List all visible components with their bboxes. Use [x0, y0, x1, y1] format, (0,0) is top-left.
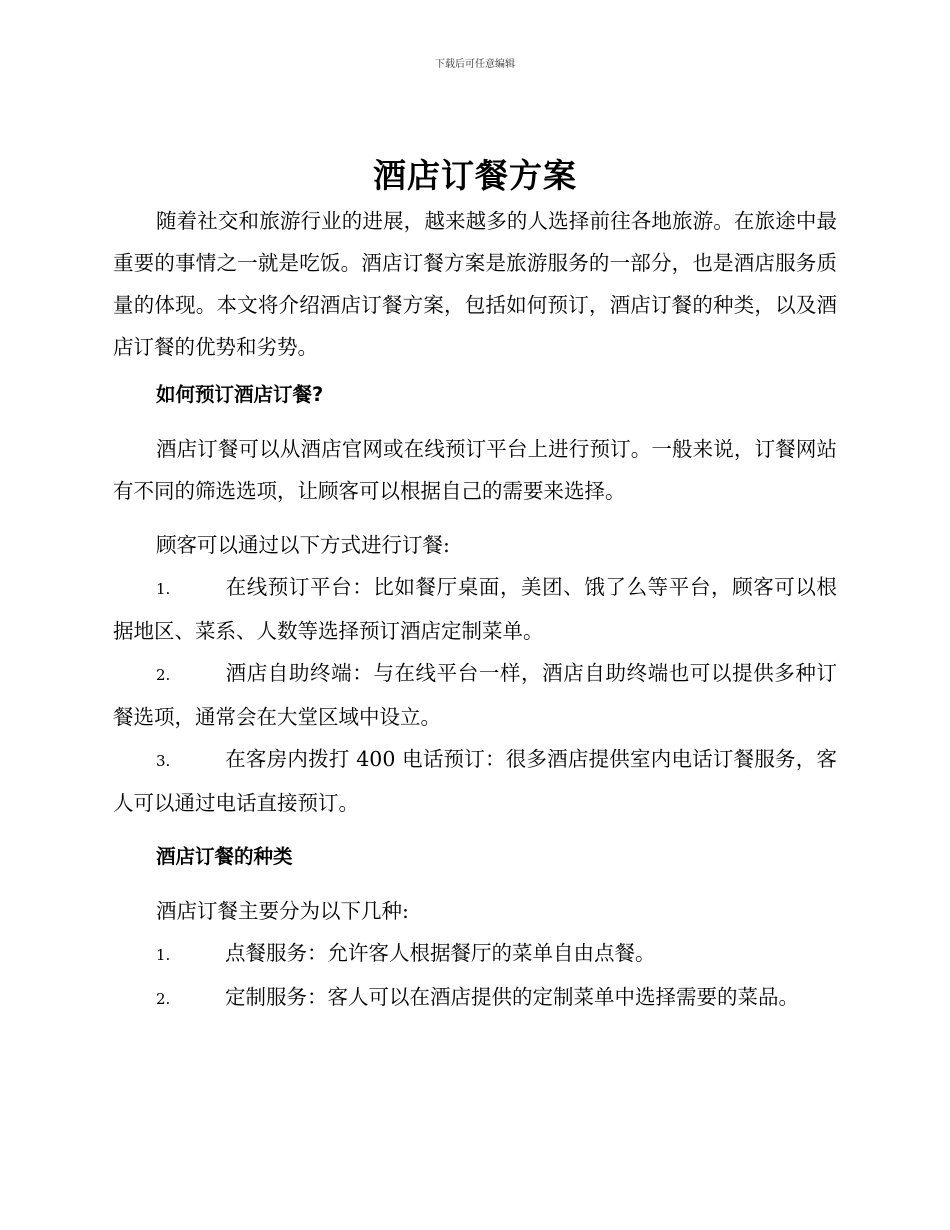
list-item-text: 在线预订平台：比如餐厅桌面，美团、饿了么等平台，顾客可以根据地区、菜系、人数等选择预订酒店定制菜单。: [113, 575, 837, 643]
types-intro-paragraph: 酒店订餐主要分为以下几种:: [156, 899, 409, 923]
header-note: 下载后可任意编辑: [435, 59, 515, 70]
document-title: 酒店订餐方案: [373, 156, 577, 195]
list-item-text: 酒店自助终端：与在线平台一样，酒店自助终端也可以提供多种订餐选项，通常会在大堂区域中设立。: [113, 661, 837, 729]
list-item: [113, 566, 837, 652]
list-item: [113, 652, 837, 738]
list-item-text: 点餐服务：允许客人根据餐厅的菜单自由点餐。: [225, 941, 656, 965]
booking-paragraph: 酒店订餐可以从酒店官网或在线预订平台上进行预订。一般来说，订餐网站有不同的筛选选项，让顾客可以根据自己的需要来选择。: [113, 437, 837, 503]
list-number: 2.: [156, 990, 171, 1008]
booking-methods-intro: 顾客可以通过以下方式进行订餐:: [156, 533, 450, 557]
list-number: 2.: [156, 666, 171, 684]
list-item: [113, 738, 837, 824]
list-number: 1.: [156, 946, 171, 964]
list-item: [113, 932, 837, 976]
list-number: 3.: [156, 752, 171, 770]
intro-paragraph: 随着社交和旅游行业的进展，越来越多的人选择前往各地旅游。在旅途中最重要的事情之一就是吃饭。酒店订餐方案是旅游服务的一部分，也是酒店服务质量的体现。本文将介绍酒店订餐方案，包括如何预订，酒店订餐的种类，以及酒店订餐的优势和劣势。: [113, 209, 837, 359]
section-heading-how-to-book: 如何预订酒店订餐?: [156, 383, 324, 406]
list-item-text: 在客房内拨打 400 电话预订：很多酒店提供室内电话订餐服务，客人可以通过电话直接预订。: [113, 747, 837, 815]
list-number: 1.: [156, 580, 171, 598]
document-body: [113, 200, 837, 1020]
section-heading-types: 酒店订餐的种类: [156, 845, 293, 868]
list-item: [113, 976, 837, 1020]
list-item-text: 定制服务：客人可以在酒店提供的定制菜单中选择需要的菜品。: [225, 985, 799, 1009]
